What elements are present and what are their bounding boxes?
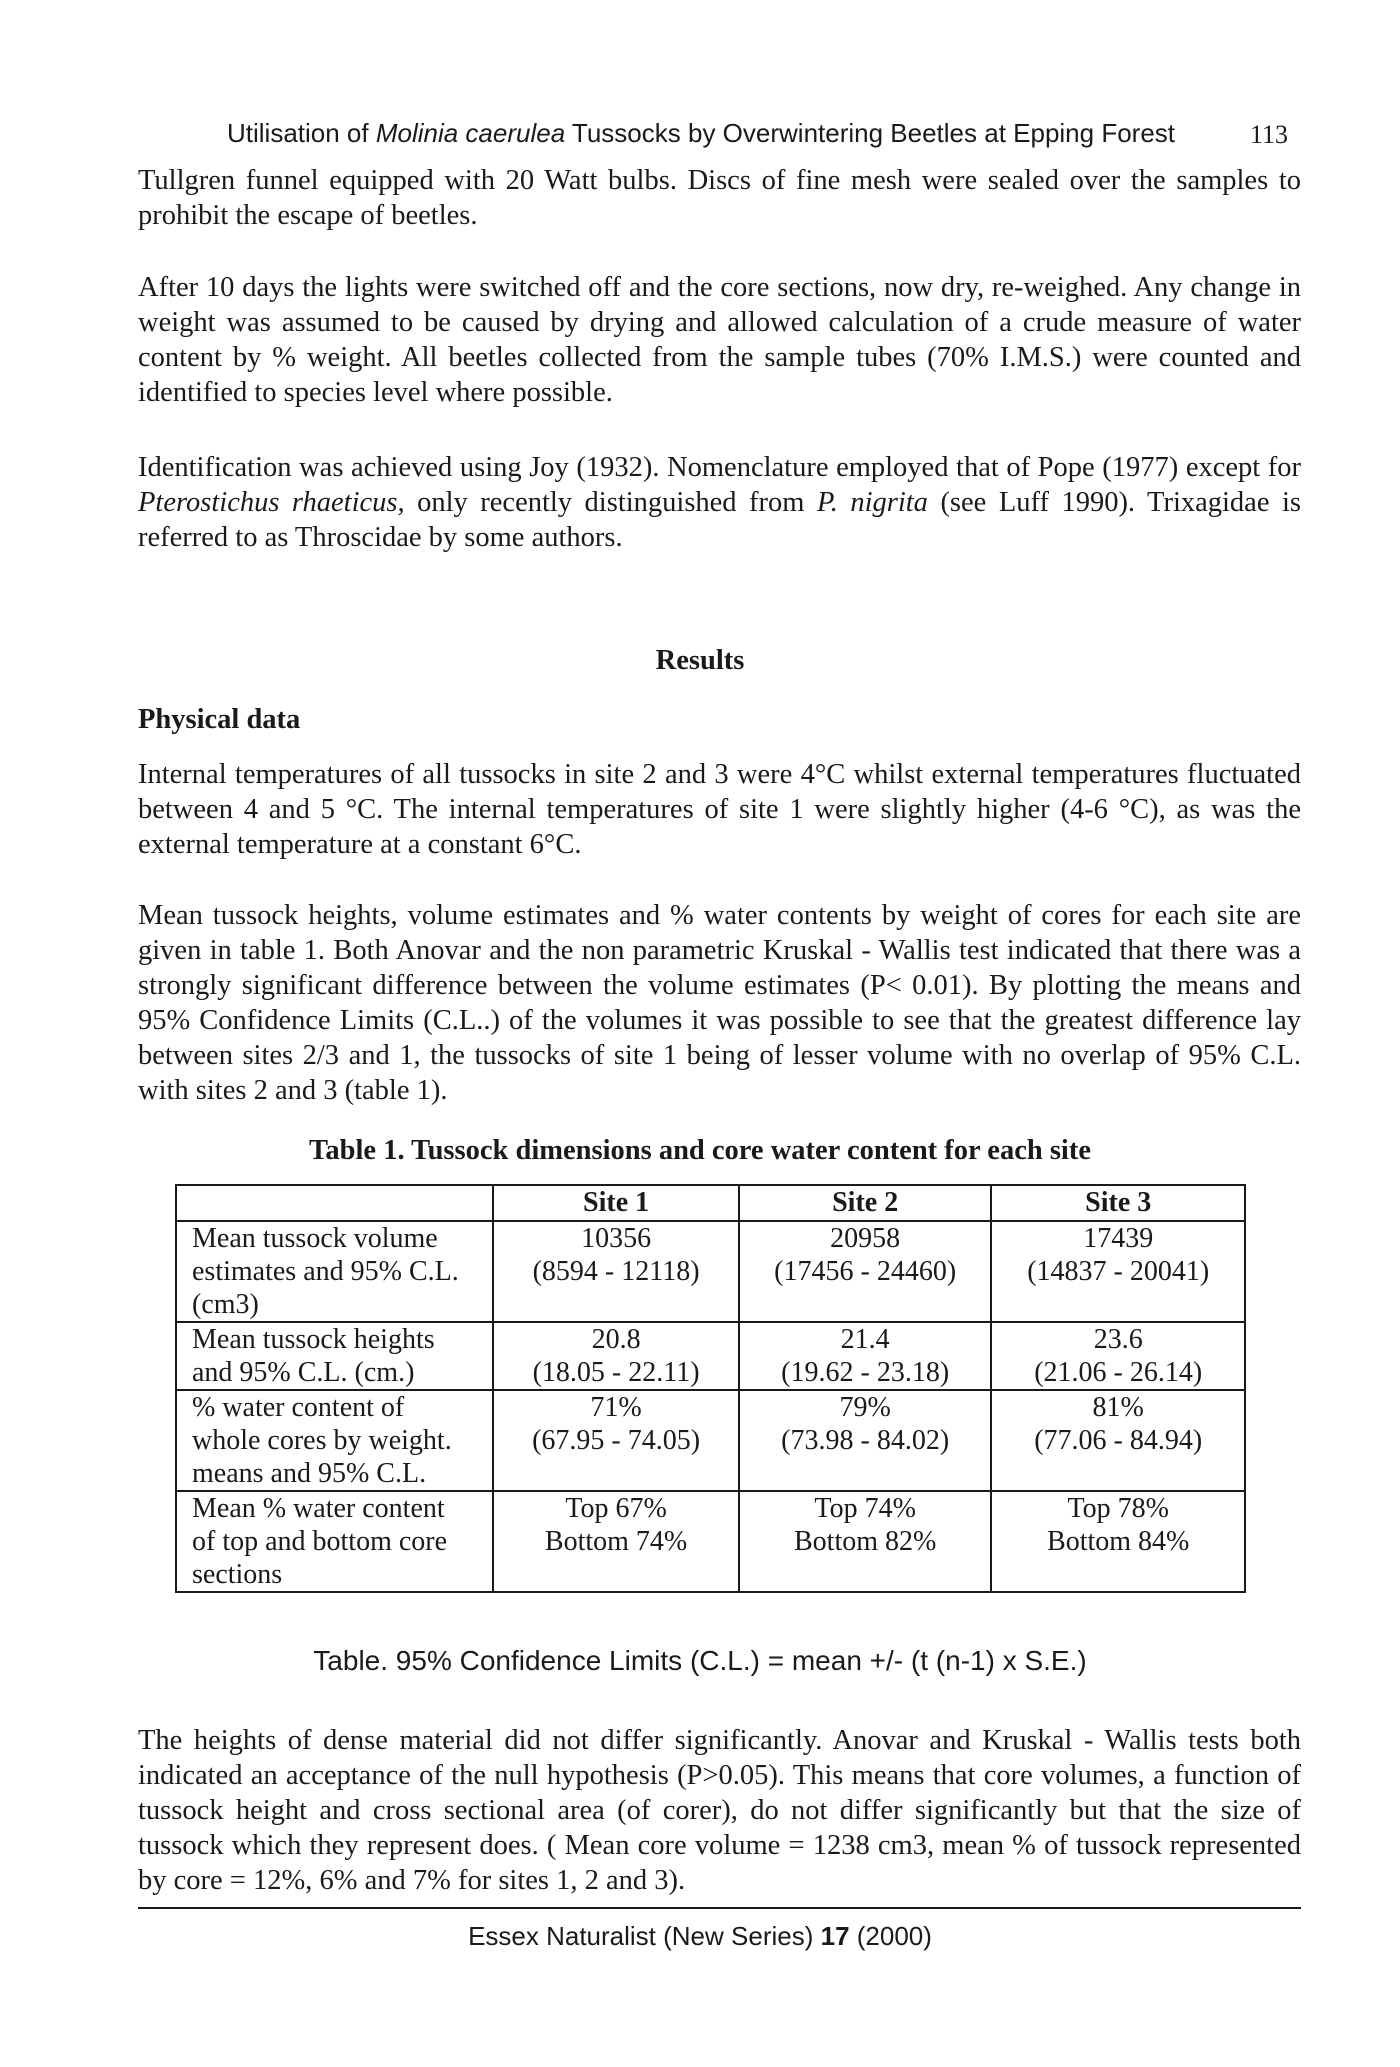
table-footnote: Table. 95% Confidence Limits (C.L.) = mean +/- (t (n-1) x S.E.) [313,1645,1087,1676]
tussock-data-table [175,1184,1246,1593]
table-cell: 10356 (8594 - 12118) [493,1221,739,1322]
row-label: % water content of whole cores by weight. means and 95% C.L. [176,1390,493,1491]
table-row [176,1390,1245,1491]
species-name: P. nigrita [816,487,928,518]
table-cell: 20958 (17456 - 24460) [739,1221,992,1322]
table-row [176,1322,1245,1390]
table-cell: 71% (67.95 - 74.05) [493,1390,739,1491]
subheading-physical-data: Physical data [138,704,301,735]
paragraph-temperatures: Internal temperatures of all tussocks in site 2 and 3 were 4°C whilst external temperatures fluctuated between 4 and 5 °C. The internal temperatures of site 1 were slightly higher (4-6 °C), as was the external temperature at a constant 6°C. [138,759,1301,860]
row-label: Mean % water content of top and bottom core sections [176,1491,493,1592]
table-header-cell: Site 1 [493,1185,739,1221]
page-number: 113 [1250,120,1289,149]
table-cell: Top 78% Bottom 84% [991,1491,1245,1592]
table-cell: 81% (77.06 - 84.94) [991,1390,1245,1491]
paragraph-core-volumes: The heights of dense material did not differ significantly. Anovar and Kruskal - Wallis tests both indicated an acceptance of the null hypothesis (P>0.05). This means that core volumes, a function of tussock height and cross sectional area (of corer), do not differ significantly but that the size of tussock which they represent does. ( Mean core volume = 1238 cm3, mean % of tussock represented by core = 12%, 6% and 7% for sites 1, 2 and 3). [138,1725,1301,1896]
table-cell: 21.4 (19.62 - 23.18) [739,1322,992,1390]
paragraph-identification: Identification was achieved using Joy (1932). Nomenclature employed that of Pope (1977) except for Pterostichus rhaeticus, only recently distinguished from P. nigrita (see Luff 1990). Trixagidae is referred to as Throscidae by some authors. [138,452,1301,553]
paragraph-tussock-heights: Mean tussock heights, volume estimates and % water contents by weight of cores for each site are given in table 1. Both Anovar and the non parametric Kruskal - Wallis test indicated that there was a strongly significant difference between the volume estimates (P< 0.01). By plotting the means and 95% Confidence Limits (C.L..) of the volumes it was possible to see that the greatest difference lay between sites 2/3 and 1, the tussocks of site 1 being of lesser volume with no overlap of 95% C.L. with sites 2 and 3 (table 1). [138,900,1301,1106]
table-cell: 23.6 (21.06 - 26.14) [991,1322,1245,1390]
table-cell: 20.8 (18.05 - 22.11) [493,1322,739,1390]
table-cell: 17439 (14837 - 20041) [991,1221,1245,1322]
table-header-row [176,1185,1245,1221]
footer-divider [138,1907,1301,1909]
row-label: Mean tussock heights and 95% C.L. (cm.) [176,1322,493,1390]
running-head-species: Molinia caerulea [375,118,566,148]
table-row [176,1221,1245,1322]
paragraph-methods-weighing: After 10 days the lights were switched off and the core sections, now dry, re-weighed. Any change in weight was assumed to be caused by drying and allowed calculation of a crude measure of water content by % weight. All beetles collected from the sample tubes (70% I.M.S.) were counted and identified to species level where possible. [138,272,1301,408]
species-name: Pterostichus rhaeticus, [138,487,405,518]
table-header-cell: Site 3 [991,1185,1245,1221]
row-label: Mean tussock volume estimates and 95% C.L. (cm3) [176,1221,493,1322]
table-cell: Top 67% Bottom 74% [493,1491,739,1592]
table-header-cell [176,1185,493,1221]
table-header-cell: Site 2 [739,1185,992,1221]
table-row [176,1491,1245,1592]
table-caption: Table 1. Tussock dimensions and core water content for each site [309,1135,1091,1166]
section-heading-results: Results [655,645,745,676]
page-footer: Essex Naturalist (New Series) 17 (2000) [468,1921,932,1951]
table-cell: Top 74% Bottom 82% [739,1491,992,1592]
volume-number: 17 [820,1921,850,1951]
running-head: Utilisation of Molinia caerulea Tussocks by Overwintering Beetles at Epping Forest [227,118,1176,148]
paragraph-methods-funnel: Tullgren funnel equipped with 20 Watt bulbs. Discs of fine mesh were sealed over the samples to prohibit the escape of beetles. [138,165,1301,231]
table-cell: 79% (73.98 - 84.02) [739,1390,992,1491]
